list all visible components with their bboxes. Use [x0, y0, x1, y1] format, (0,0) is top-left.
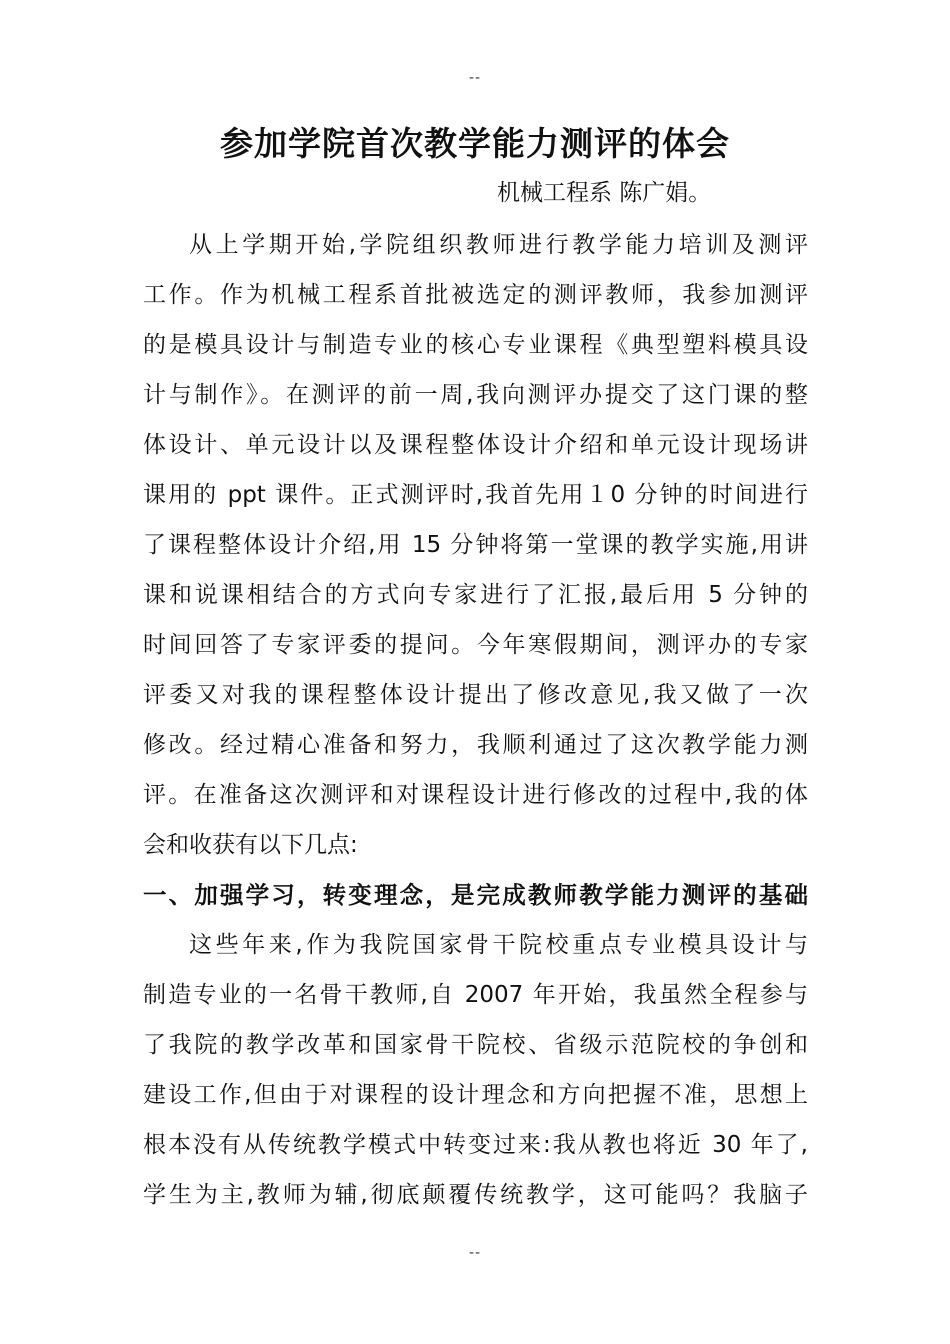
header-marker: -- [468, 70, 482, 86]
paragraph-line: 学生为主,教师为辅,彻底颠覆传统教学，这可能吗？我脑子 [143, 1182, 808, 1208]
paragraph-line: 建设工作,但由于对课程的设计理念和方向把握不准，思想上 [143, 1082, 808, 1108]
paragraph-line: 了我院的教学改革和国家骨干院校、省级示范院校的争创和 [143, 1032, 808, 1058]
paragraph-line: 工作。作为机械工程系首批被选定的测评教师，我参加测评 [143, 282, 808, 308]
paragraph-line: 从上学期开始,学院组织教师进行教学能力培训及测评 [189, 232, 808, 258]
paragraph-line: 根本没有从传统教学模式中转变过来:我从教也将近 30 年了, [143, 1132, 808, 1158]
document-body [143, 220, 808, 1220]
paragraph-line: 课和说课相结合的方式向专家进行了汇报,最后用 5 分钟的 [143, 582, 808, 608]
paragraph-line: 时间回答了专家评委的提问。今年寒假期间，测评办的专家 [143, 632, 808, 658]
paragraph-line: 这些年来,作为我院国家骨干院校重点专业模具设计与 [189, 932, 808, 958]
document-title: 参加学院首次教学能力测评的体会 [220, 124, 730, 163]
paragraph-line: 计与制作》。在测评的前一周,我向测评办提交了这门课的整 [143, 382, 808, 408]
paragraph-line: 评。在准备这次测评和对课程设计进行修改的过程中,我的体 [143, 782, 808, 808]
paragraph-line: 的是模具设计与制造专业的核心专业课程《典型塑料模具设 [143, 332, 808, 358]
paragraph-line: 制造专业的一名骨干教师,自 2007 年开始，我虽然全程参与 [143, 982, 808, 1008]
section-heading: 一、加强学习，转变理念，是完成教师教学能力测评的基础 [143, 881, 808, 909]
paragraph-line: 会和收获有以下几点: [143, 832, 358, 858]
paragraph-line: 了课程整体设计介绍,用 15 分钟将第一堂课的教学实施,用讲 [143, 532, 808, 558]
paragraph-line: 课用的 ppt 课件。正式测评时,我首先用１0 分钟的时间进行 [143, 482, 808, 508]
footer-marker: -- [468, 1245, 482, 1261]
paragraph-line: 评委又对我的课程整体设计提出了修改意见,我又做了一次 [143, 682, 808, 708]
paragraph-line: 体设计、单元设计以及课程整体设计介绍和单元设计现场讲 [143, 432, 808, 458]
paragraph-line: 修改。经过精心准备和努力，我顺利通过了这次教学能力测 [143, 732, 808, 758]
author-line: 机械工程系 陈广娟。 [497, 180, 712, 206]
